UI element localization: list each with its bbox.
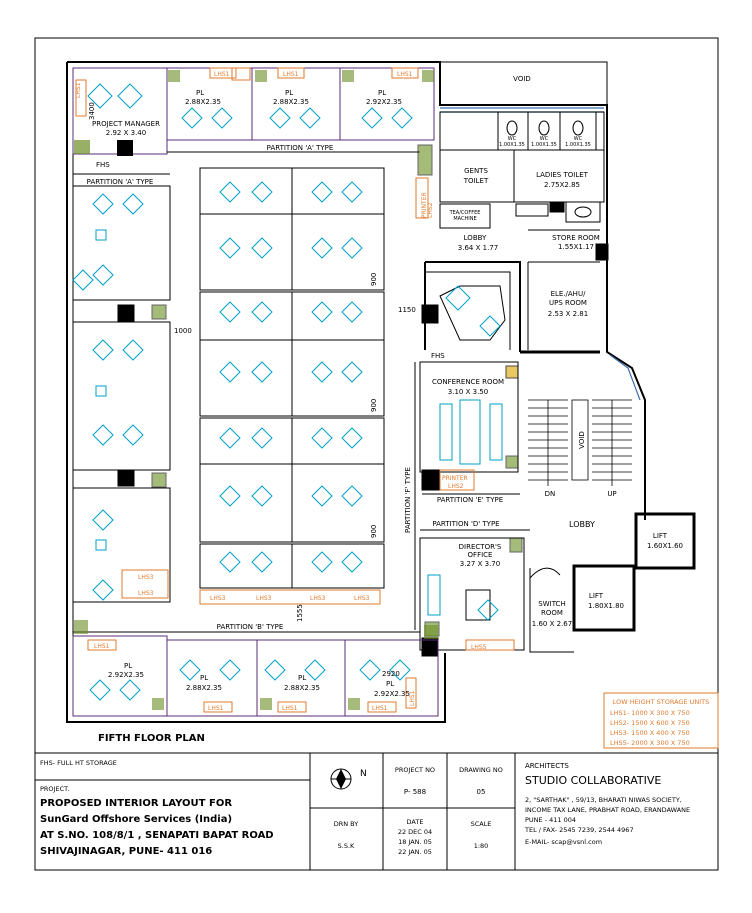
legend-row-lhs5: LHS5- 2000 X 300 X 750 [610,739,690,747]
conference-wing [420,262,520,490]
legend-title: LOW HEIGHT STORAGE UNITS [612,698,710,706]
conference-room-size: 3.10 X 3.50 [447,388,489,396]
wc2-size: 1.00X1.35 [531,142,557,148]
lift1-size: 1.60X1.60 [647,542,683,550]
lift2-size: 1.80X1.80 [588,602,624,610]
dim-900-a: 900 [370,272,378,286]
lhs1-top-1: LHS1 [214,71,230,78]
project-line-4: SHIVAJINAGAR, PUNE- 411 016 [40,846,213,857]
pl7-size: 2.92X2.35 [374,690,410,698]
left-workstation-chairs [73,194,143,600]
pl3-name: PL [378,89,387,97]
project-manager-cabin [73,68,167,156]
pm-name: PROJECT MANAGER [92,120,160,128]
director-size: 3.27 X 3.70 [459,560,501,568]
gents-label-2: TOILET [463,177,489,185]
date-1: 22 DEC 04 [397,828,433,836]
dim-3400: 3400 [88,102,96,120]
pl7-name: PL [386,680,395,688]
central-workstations [200,168,384,604]
ele-label-2: UPS ROOM [549,299,587,307]
lhs1-bottom-2: LHS1 [208,705,224,712]
legend-row-lhs3: LHS3- 1500 X 400 X 750 [610,729,690,737]
pl5-name: PL [200,674,209,682]
lhs2-conf-label: LHS2 [448,483,464,490]
director-label-1: DIRECTOR'S [458,543,502,551]
scale-value: 1:80 [473,842,489,850]
pl3-size: 2.92X2.35 [366,98,402,106]
date-2: 18 JAN. 05 [398,838,432,846]
void-stair-label: VOID [578,431,586,449]
lhs1-top-2: LHS1 [283,71,299,78]
void-top-area [440,62,607,105]
wc3-size: 1.00X1.35 [565,142,591,148]
pl2-size: 2.88X2.35 [273,98,309,106]
wc1-size: 1.00X1.35 [499,142,525,148]
lhs2-top-label: LHS2 [427,202,434,218]
lhs3-row-c: LHS3 [310,595,326,602]
partition-d-label: PARTITION 'D' TYPE [432,520,500,528]
lhs1-top-3: LHS1 [397,71,413,78]
lhs3-left-a: LHS3 [138,574,154,581]
scale-label: SCALE [470,820,492,828]
architects-label: ARCHITECTS [525,762,569,770]
store-room-size: 1.55X1.17 [558,243,594,251]
lobby-top-size: 3.64 X 1.77 [457,244,499,252]
pl6-size: 2.88X2.35 [284,684,320,692]
address-line-4: TEL / FAX- 2545 7239, 2544 4967 [525,826,634,834]
legend-row-lhs2: LHS2- 1500 X 600 X 750 [610,719,690,727]
director-label-2: OFFICE [467,551,493,559]
dim-900-c: 900 [370,524,378,538]
lhs1-bottom-4: LHS1 [372,705,388,712]
lhs3-row-d: LHS3 [354,595,370,602]
lobby-top-name: LOBBY [463,234,487,242]
printer-top-label: PRINTER [421,192,428,218]
printer-conf-label: PRINTER [442,475,468,482]
legend-row-lhs1: LHS1- 1000 X 300 X 750 [610,709,690,717]
pl5-size: 2.88X2.35 [186,684,222,692]
firm-name: STUDIO COLLABORATIVE [525,774,662,787]
drn-by-value: S.S.K [337,842,355,850]
lhs5-label: LHS5 [471,644,487,651]
partition-b-label: PARTITION 'B' TYPE [216,623,284,631]
ladies-toilet-size: 2.75X2.85 [544,181,580,189]
lift2-name: LIFT [588,592,604,600]
store-room-name: STORE ROOM [552,234,600,242]
ele-label-1: ELE./AHU/ [550,290,586,298]
drawing-no-value: 05 [476,788,486,796]
project-label: PROJECT. [40,785,70,793]
pm-size: 2.92 X 3.40 [105,129,147,137]
stair-dn-label: DN [544,490,556,498]
windows [440,108,640,400]
switch-room-label-1: SWITCH [538,600,566,608]
wc2-label: WC [539,136,549,142]
partition-a-top-label: PARTITION 'A' TYPE [266,144,334,152]
lhs1-bottom-1: LHS1 [94,643,110,650]
project-no-label: PROJECT NO [394,766,436,774]
plan-title: FIFTH FLOOR PLAN [98,733,205,744]
stair-up-label: UP [607,490,617,498]
drawing-no-label: DRAWING NO [459,766,503,774]
storage-legend [604,693,718,748]
switch-room-size: 1.60 X 2.67 [531,620,573,628]
pl4-name: PL [124,662,133,670]
lhs1-left-vertical: LHS1 [75,82,82,98]
gents-label-1: GENTS [464,167,488,175]
partition-a-left-label: PARTITION 'A' TYPE [86,178,154,186]
ladies-toilet-name: LADIES TOILET [536,171,588,179]
project-line-3: AT S.NO. 108/8/1 , SENAPATI BAPAT ROAD [40,830,274,841]
lhs3-left-b: LHS3 [138,590,154,597]
pl6-name: PL [298,674,307,682]
north-arrow-icon [331,769,351,789]
lift1-name: LIFT [652,532,668,540]
dim-900-b: 900 [370,398,378,412]
tea-coffee-label: TEA/COFFEE [449,210,481,216]
dim-2920: 2920 [382,670,400,678]
wc3-label: WC [573,136,583,142]
address-line-2: INCOME TAX LANE, PRABHAT ROAD, ERANDAWANE [525,806,691,814]
project-no-value: P- 588 [403,788,427,796]
wc1-label: WC [507,136,517,142]
pl2-name: PL [285,89,294,97]
date-3: 22 JAN. 05 [398,848,432,856]
fhs-note: FHS- FULL HT STORAGE [40,759,117,767]
fhs-conf-label: FHS [431,352,445,360]
lhs3-row-a: LHS3 [210,595,226,602]
address-line-5: E-MAIL- scap@vsnl.com [525,838,603,846]
ele-size: 2.53 X 2.81 [547,310,589,318]
void-top-label: VOID [513,75,531,83]
north-label: N [360,769,367,779]
left-workstations [73,186,170,602]
partition-e-label: PARTITION 'E' TYPE [436,496,504,504]
address-line-3: PUNE - 411 004 [525,816,577,824]
conference-room-name: CONFERENCE ROOM [431,378,505,386]
pl1-name: PL [196,89,205,97]
date-label: DATE [406,818,424,826]
project-line-2: SunGard Offshore Services (India) [40,814,233,825]
central-chairs [220,182,362,572]
dim-1555: 1555 [296,604,304,622]
machine-label: MACHINE [453,216,477,222]
dim-1150: 1150 [398,306,416,314]
lhs1-bottom-3: LHS1 [282,705,298,712]
pl1-size: 2.88X2.35 [185,98,221,106]
switch-room-label-2: ROOM [541,609,563,617]
lobby-main-label: LOBBY [569,520,595,529]
fhs-left-label: FHS [96,161,110,169]
dim-1000: 1000 [174,327,192,335]
lhs3-row-b: LHS3 [256,595,272,602]
drn-by-label: DRN BY [333,820,359,828]
partition-f-label: PARTITION 'F' TYPE [404,467,412,533]
lifts [530,514,694,652]
project-line-1: PROPOSED INTERIOR LAYOUT FOR [40,798,233,809]
lhs1-bottom-5: LHS1 [409,690,416,706]
address-line-1: 2, "SARTHAK" , 59/13, BHARATI NIWAS SOCIETY, [525,796,682,804]
pl4-size: 2.92X2.35 [108,671,144,679]
